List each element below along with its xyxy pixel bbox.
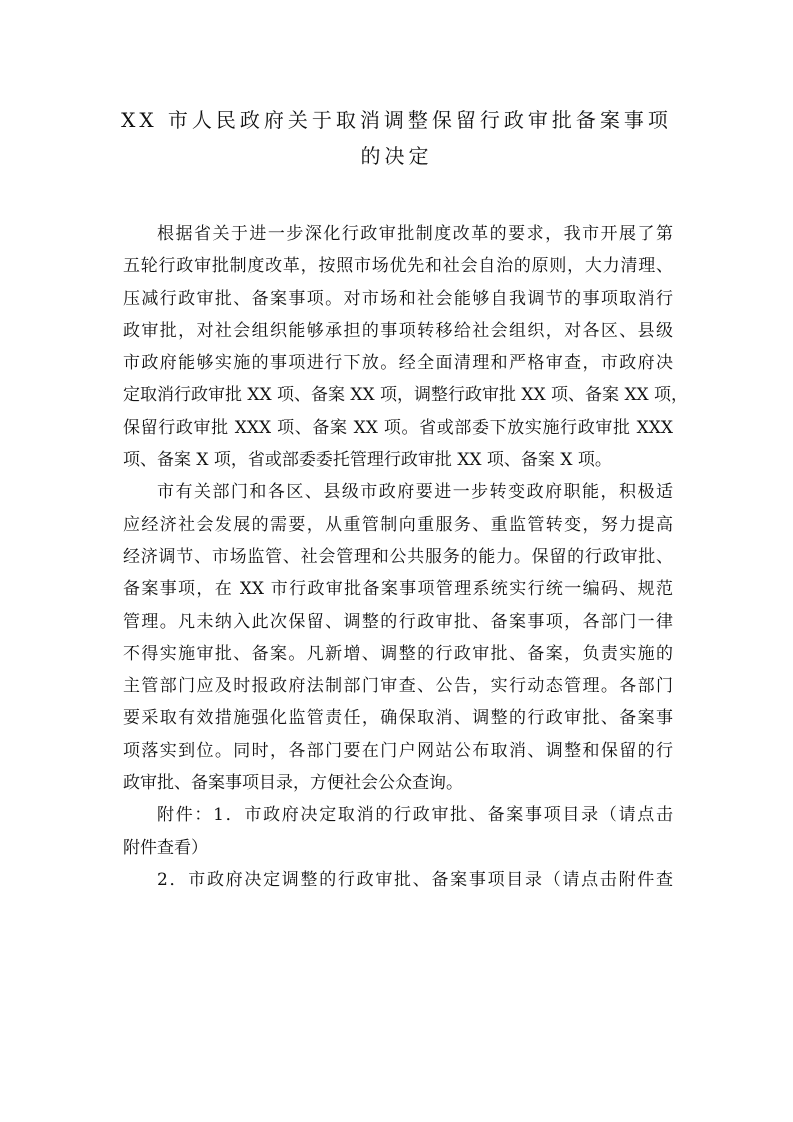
document-body — [123, 218, 689, 896]
paragraph-1-line: 项、备案 X 项，省或部委委托管理行政审批 XX 项、备案 X 项。 — [123, 450, 612, 471]
paragraph-1-line: 五轮行政审批制度改革，按照市场优先和社会自治的原则，大力清理、 — [123, 256, 673, 277]
paragraph-2-line: 备案事项，在 XX 市行政审批备案事项管理系统实行统一编码、规范 — [123, 579, 673, 600]
paragraph-1-line: 保留行政审批 XXX 项、备案 XX 项。省或部委下放实施行政审批 XXX — [123, 417, 673, 438]
paragraph-2-line: 管理。凡未纳入此次保留、调整的行政审批、备案事项，各部门一律 — [123, 611, 673, 632]
attachment-1-line: 附件：1．市政府决定取消的行政审批、备案事项目录（请点击 — [157, 805, 673, 826]
document-title-line-2: 的决定 — [360, 144, 433, 168]
attachment-2-line: 2．市政府决定调整的行政审批、备案事项目录（请点击附件查 — [157, 869, 673, 890]
paragraph-1-line: 政审批，对社会组织能够承担的事项转移给社会组织，对各区、县级 — [123, 320, 673, 341]
paragraph-2-line: 主管部门应及时报政府法制部门审查、公告，实行动态管理。各部门 — [123, 676, 673, 697]
paragraph-1-line: 市政府能够实施的事项进行下放。经全面清理和严格审查，市政府决 — [123, 353, 673, 374]
paragraph-1-line: 压减行政审批、备案事项。对市场和社会能够自我调节的事项取消行 — [123, 288, 673, 309]
paragraph-2-line: 政审批、备案事项目录，方便社会公众查询。 — [123, 773, 463, 794]
paragraph-2-line: 项落实到位。同时，各部门要在门户网站公布取消、调整和保留的行 — [123, 740, 673, 761]
paragraph-2-line: 应经济社会发展的需要，从重管制向重服务、重监管转变，努力提高 — [123, 514, 673, 535]
paragraph-2-line: 经济调节、市场监管、社会管理和公共服务的能力。保留的行政审批、 — [123, 546, 673, 567]
paragraph-2-line: 不得实施审批、备案。凡新增、调整的行政审批、备案，负责实施的 — [123, 643, 673, 664]
paragraph-1-line: 定取消行政审批 XX 项、备案 XX 项，调整行政审批 XX 项、备案 XX 项， — [123, 385, 689, 406]
paragraph-2-line: 市有关部门和各区、县级市政府要进一步转变政府职能，积极适 — [157, 482, 673, 503]
attachment-1-line: 附件查看） — [123, 837, 208, 858]
paragraph-2-line: 要采取有效措施强化监管责任，确保取消、调整的行政审批、备案事 — [123, 708, 673, 729]
paragraph-1-line: 根据省关于进一步深化行政审批制度改革的要求，我市开展了第 — [157, 224, 673, 244]
document-title-line-1: XX 市人民政府关于取消调整保留行政审批备案事项 — [121, 108, 672, 132]
